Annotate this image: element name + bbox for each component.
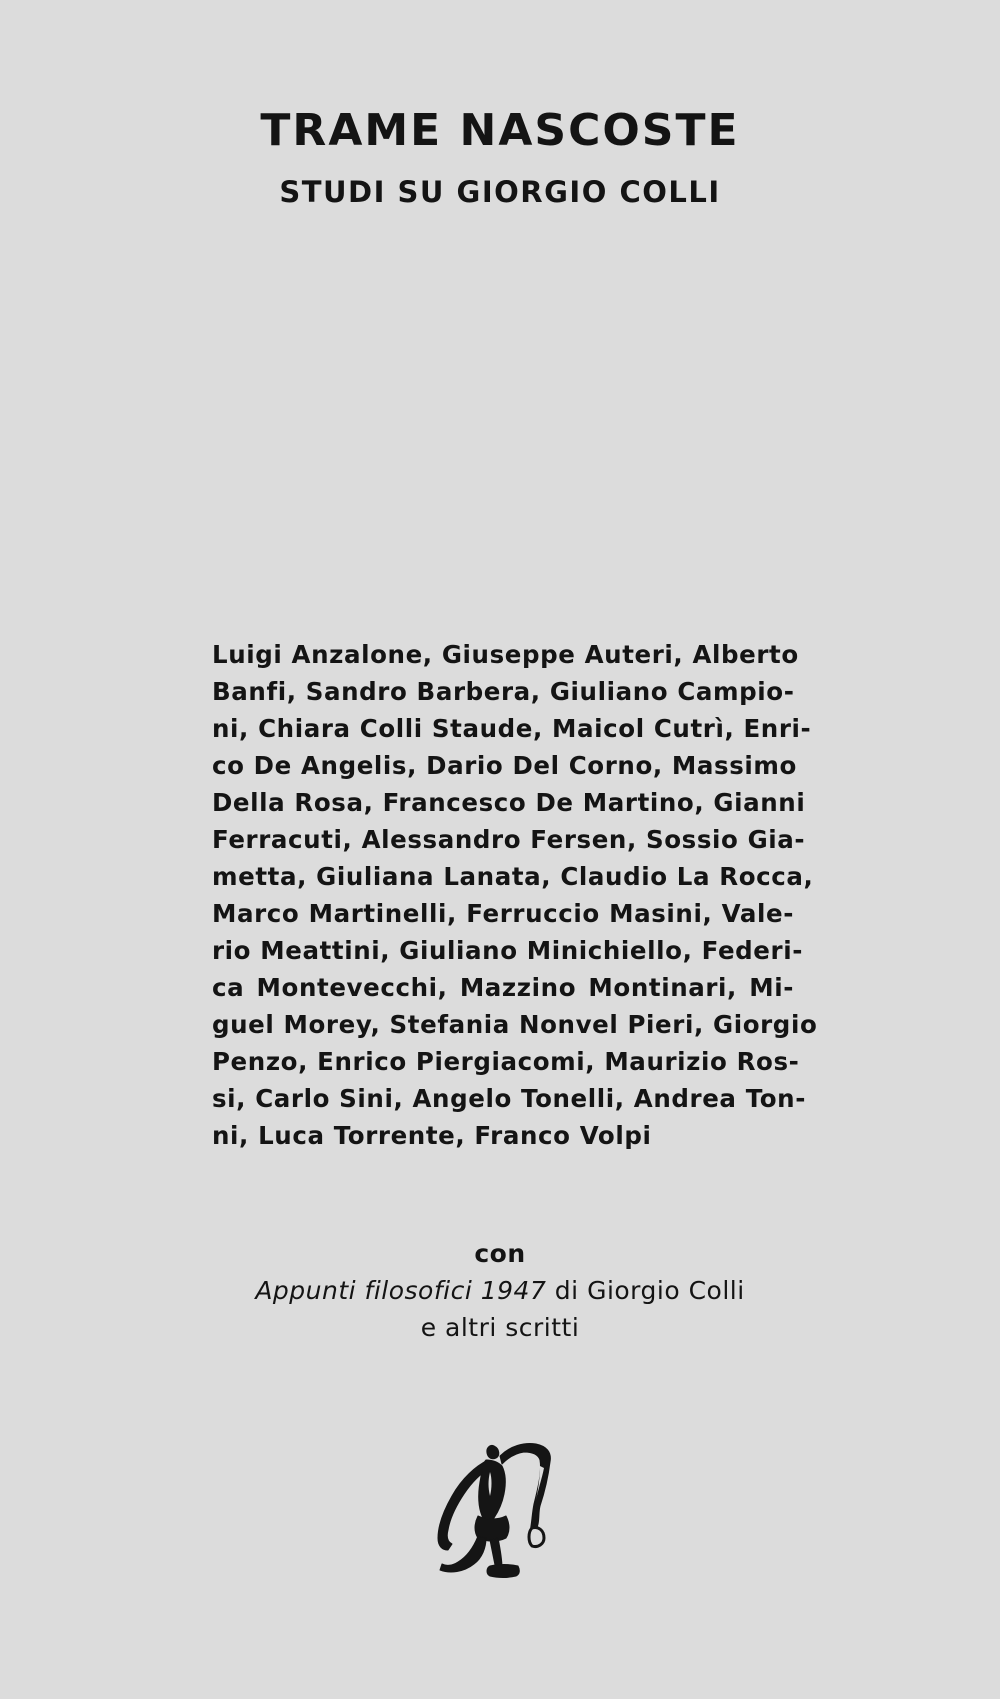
authors-line: ni, Chiara Colli Staude, Maicol Cutrì, Enri- [212, 714, 812, 743]
authors-line: guel Morey, Stefania Nonvel Pieri, Giorgio [212, 1010, 818, 1039]
authors-line: rio Meattini, Giuliano Minichiello, Federi- [212, 936, 803, 965]
authors-line: co De Angelis, Dario Del Corno, Massimo [212, 751, 797, 780]
work-title: Appunti filosofici 1947 [255, 1276, 547, 1305]
authors-list [212, 636, 818, 1154]
authors-line: ni, Luca Torrente, Franco Volpi [212, 1121, 652, 1150]
book-title: TRAME NASCOSTE [260, 105, 740, 156]
book-subtitle: STUDI SU GIORGIO COLLI [279, 175, 721, 209]
with-label: con [474, 1239, 526, 1268]
authors-line: metta, Giuliana Lanata, Claudio La Rocca, [212, 862, 814, 891]
with-block [0, 1235, 1000, 1346]
publisher-logo-figure-icon [428, 1438, 576, 1582]
authors-line: Penzo, Enrico Piergiacomi, Maurizio Ros- [212, 1047, 800, 1076]
work-line [0, 1272, 1000, 1309]
other-writings: e altri scritti [420, 1313, 580, 1342]
authors-line: Luigi Anzalone, Giuseppe Auteri, Alberto [212, 640, 799, 669]
authors-line: ca Montevecchi, Mazzino Montinari, Mi- [212, 973, 794, 1002]
authors-line: Marco Martinelli, Ferruccio Masini, Vale- [212, 899, 794, 928]
work-author: di Giorgio Colli [546, 1276, 745, 1305]
authors-line: Della Rosa, Francesco De Martino, Gianni [212, 788, 806, 817]
authors-line: Ferracuti, Alessandro Fersen, Sossio Gia- [212, 825, 806, 854]
authors-line: si, Carlo Sini, Angelo Tonelli, Andrea Ton- [212, 1084, 806, 1113]
authors-line: Banfi, Sandro Barbera, Giuliano Campio- [212, 677, 795, 706]
